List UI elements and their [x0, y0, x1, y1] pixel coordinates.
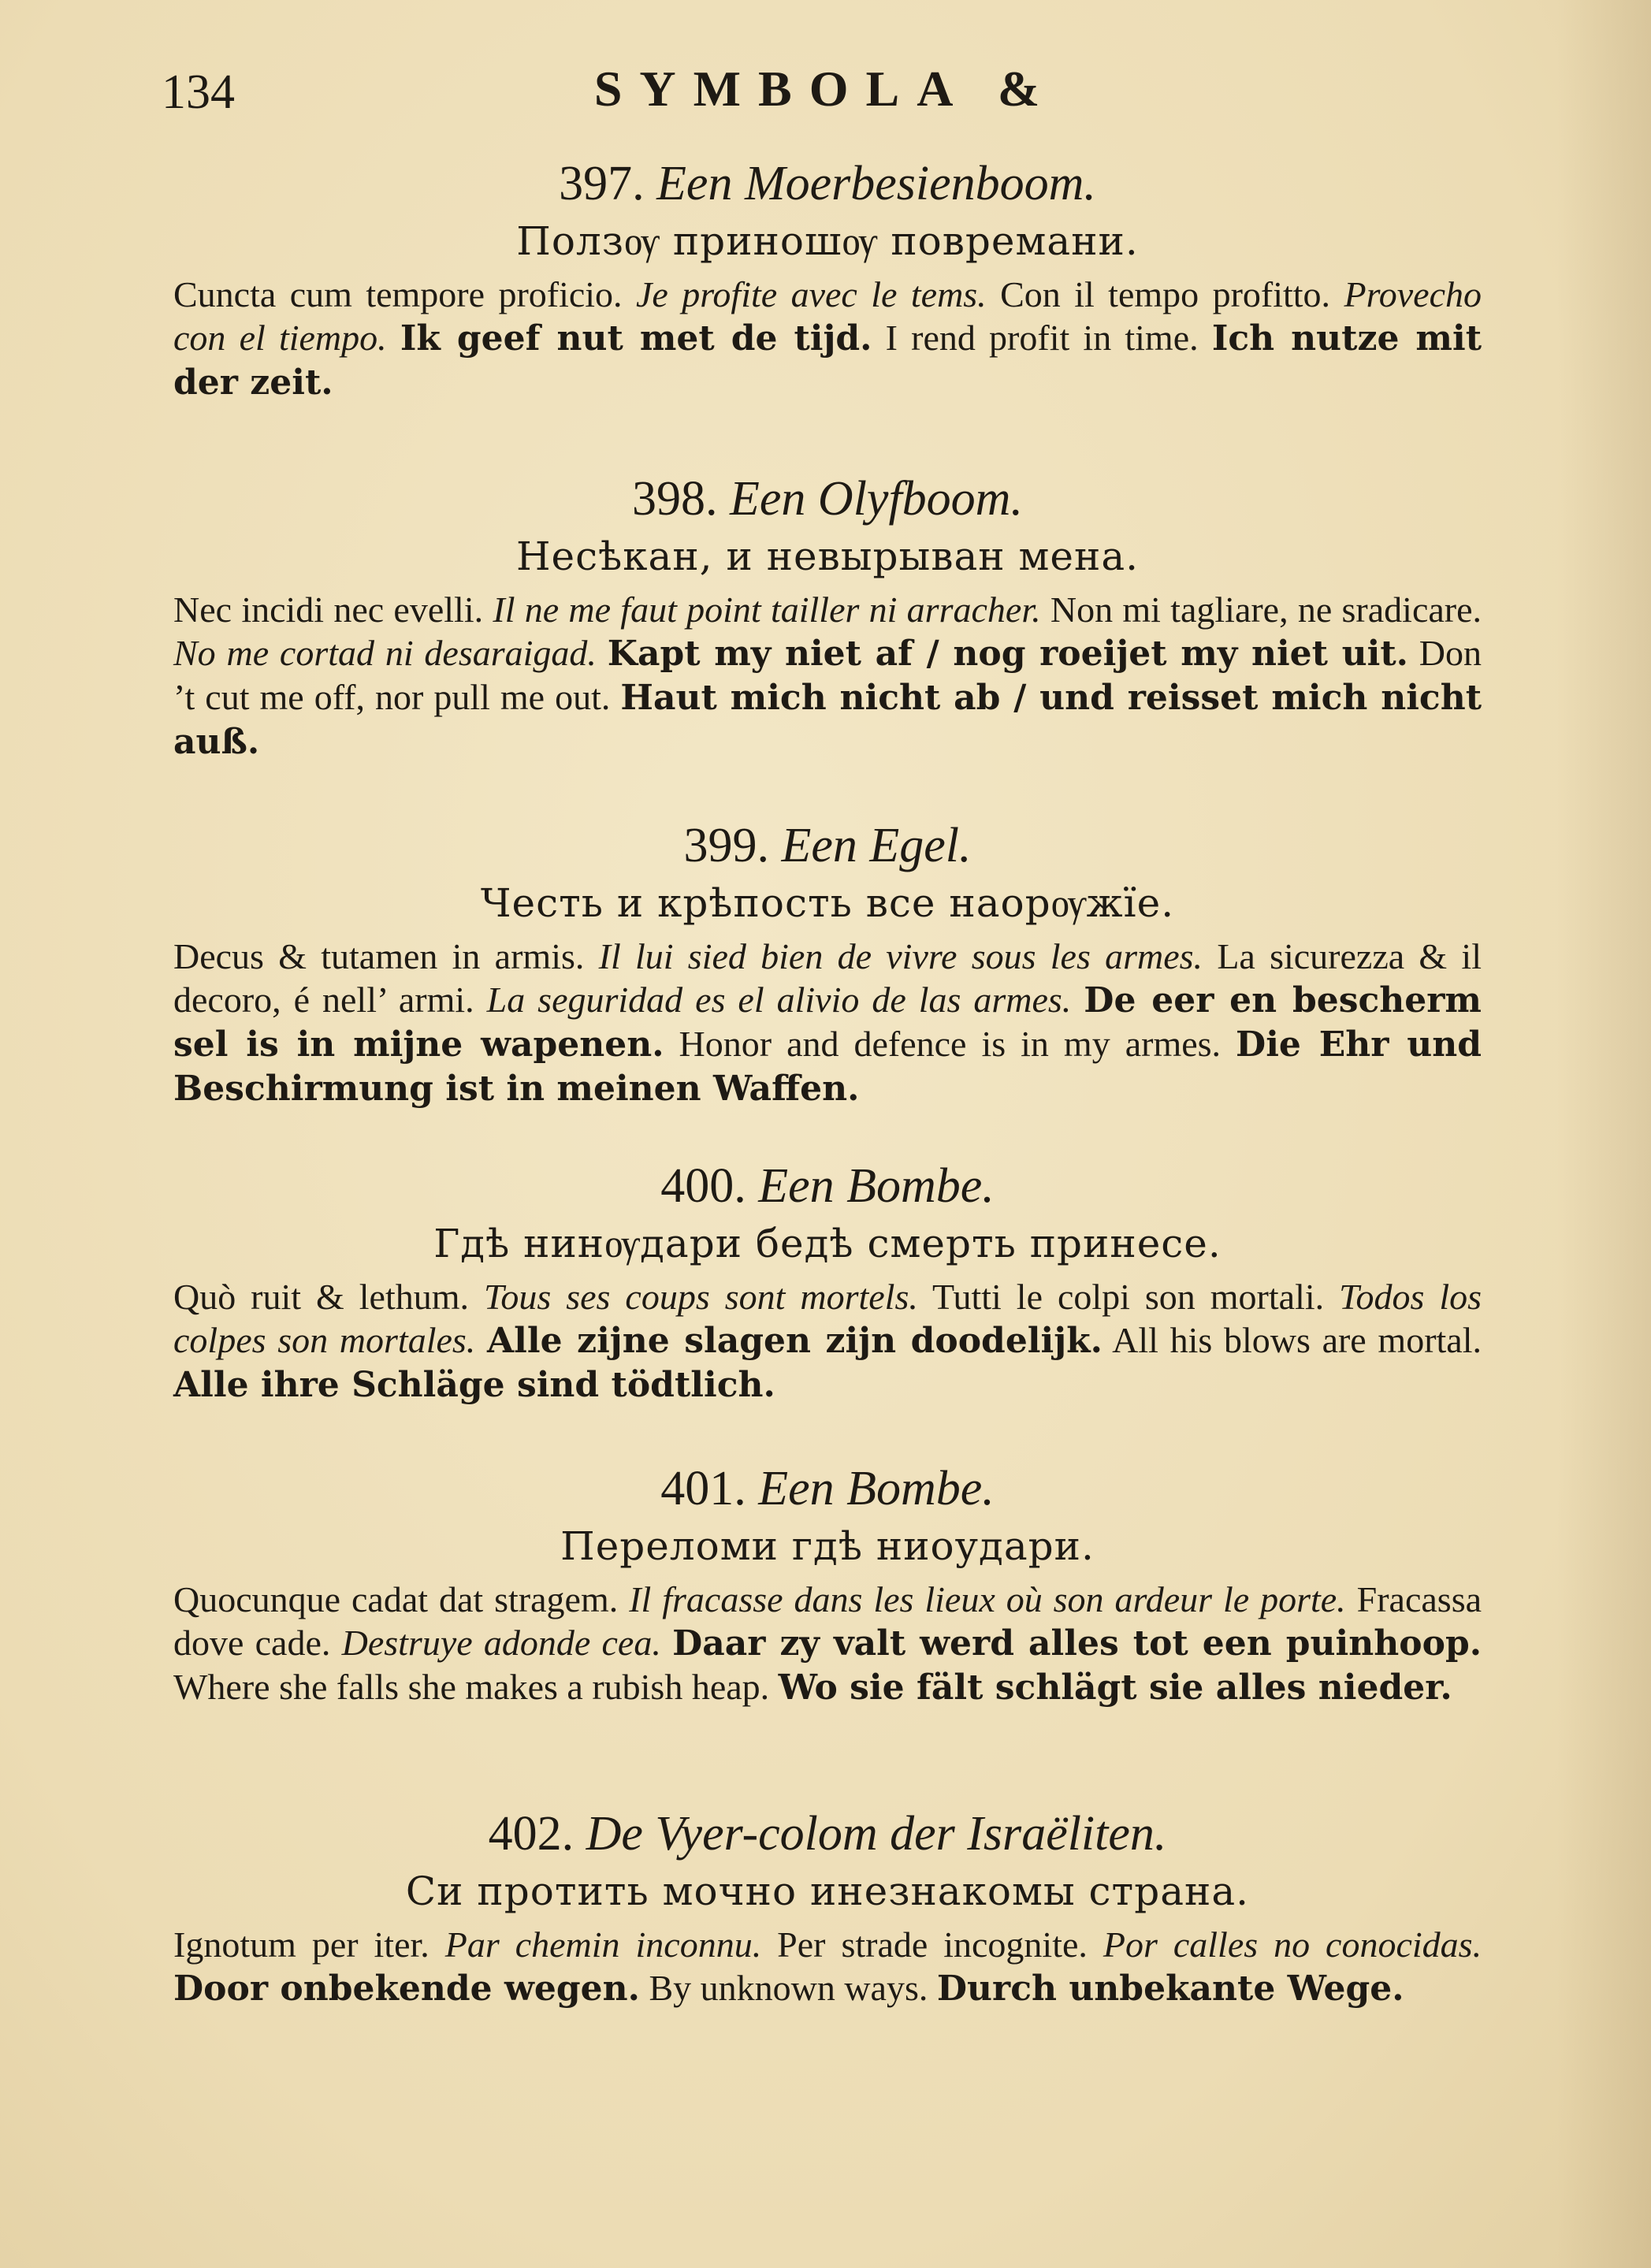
translations [173, 1578, 1482, 1709]
french-motto: Il ne me faut point tailler ni arracher. [493, 589, 1041, 630]
translations [173, 273, 1482, 404]
emblem-entry-399 [173, 816, 1482, 1110]
italian-motto: Non mi tagliare, ne sradicare. [1050, 589, 1482, 630]
latin-motto: Cuncta cum tempore proficio. [173, 274, 623, 314]
german-motto: Durch unbekante Wege. [936, 1969, 1404, 2009]
latin-motto: Quò ruit & lethum. [173, 1277, 470, 1317]
dutch-motto: Kapt my niet af / nog roeijet my niet uit. [607, 634, 1408, 674]
english-motto: Don ’t cut me off, nor pull me out. [173, 633, 1482, 717]
emblem-entry-401 [173, 1459, 1482, 1709]
translations [173, 935, 1482, 1110]
spanish-motto: Provecho con el tiempo. [173, 274, 1482, 358]
german-motto: Wo sie fält schlägt sie alles nieder. [778, 1668, 1452, 1708]
emblem-name: Een Olyfboom. [730, 472, 1023, 526]
german-motto: Ich nutze mit der zeit. [173, 318, 1482, 403]
slavonic-motto: Несѣкан, и невырыван мена. [515, 534, 1140, 579]
emblem-title [173, 154, 1482, 213]
emblem-entry-397 [173, 154, 1482, 404]
dutch-motto: Door onbekende wegen. [173, 1969, 640, 2009]
slavonic-motto: Си протить мочно инезнакомы страна. [405, 1868, 1250, 1914]
english-motto: All his blows are mortal. [1112, 1320, 1482, 1360]
emblem-name: Een Egel. [781, 819, 972, 872]
emblem-number: 398. [632, 472, 718, 526]
german-motto: Haut mich nicht ab / und reisset mich nicht auß. [173, 678, 1482, 762]
emblem-number: 401. [660, 1462, 746, 1515]
english-motto: Where she falls she makes a rubish heap. [173, 1667, 770, 1707]
italian-motto: Fracassa dove cade. [173, 1579, 1482, 1663]
italian-motto: Per strade incognite. [777, 1924, 1088, 1965]
english-motto: I rend profit in time. [885, 318, 1199, 358]
emblem-number: 397. [559, 157, 645, 210]
emblem-title [173, 816, 1482, 875]
spanish-motto: Todos los colpes son mortales. [173, 1277, 1482, 1360]
english-motto: Honor and defence is in my armes. [679, 1024, 1222, 1064]
emblem-number: 400. [660, 1159, 746, 1213]
emblem-title [173, 1805, 1482, 1863]
french-motto: Tous ses coups sont mortels. [484, 1277, 918, 1317]
emblem-number: 402. [488, 1807, 575, 1861]
dutch-motto: De eer en bescherm sel is in mijne wapenen. [173, 980, 1482, 1065]
german-motto: Alle ihre Schläge sind tödtlich. [173, 1365, 775, 1405]
slavonic-motto: Переломи гдѣ ниоудари. [560, 1523, 1095, 1569]
italian-motto: Con il tempo profitto. [1000, 274, 1331, 314]
emblem-entry-400 [173, 1157, 1482, 1407]
emblem-title [173, 1157, 1482, 1215]
latin-motto: Ignotum per iter. [173, 1924, 429, 1965]
spanish-motto: La seguridad es el alivio de las armes. [486, 980, 1072, 1020]
slavonic-motto: Ползѹ приношѹ повремани. [516, 218, 1139, 264]
french-motto: Par chemin inconnu. [444, 1924, 762, 1965]
latin-motto: Nec incidi nec evelli. [173, 589, 484, 630]
emblem-name: De Vyer-colom der Israëliten. [586, 1807, 1167, 1861]
translations [173, 1923, 1482, 2010]
spanish-motto: Por calles no conocidas. [1103, 1924, 1482, 1965]
french-motto: Je profite avec le tems. [635, 274, 987, 314]
slavonic-motto: Честь и крѣпость все наорѹжїе. [480, 880, 1175, 926]
emblem-name: Een Bombe. [758, 1462, 995, 1515]
italian-motto: La sicurezza & il decoro, é nell’ armi. [173, 936, 1482, 1020]
slavonic-motto: Гдѣ нинѹдари бедѣ смерть принесе. [433, 1221, 1222, 1266]
translations [173, 1275, 1482, 1407]
emblem-title [173, 470, 1482, 528]
german-motto: Die Ehr und Beschirmung ist in meinen Waffen. [173, 1024, 1482, 1109]
emblem-entry-398 [173, 470, 1482, 764]
dutch-motto: Daar zy valt werd alles tot een puinhoop. [672, 1623, 1482, 1664]
spanish-motto: No me cortad ni desaraigad. [173, 633, 597, 673]
italian-motto: Tutti le colpi son mortali. [932, 1277, 1325, 1317]
emblem-number: 399. [683, 819, 769, 872]
spanish-motto: Destruye adonde cea. [341, 1623, 661, 1663]
dutch-motto: Alle zijne slagen zijn doodelijk. [487, 1321, 1103, 1361]
running-head: SYMBOLA & [593, 61, 1058, 117]
french-motto: Il fracasse dans les lieux où son ardeur le porte. [629, 1579, 1346, 1619]
emblem-name: Een Bombe. [758, 1159, 995, 1213]
translations [173, 588, 1482, 764]
dutch-motto: Ik geef nut met de tijd. [400, 318, 872, 359]
latin-motto: Decus & tutamen in armis. [173, 936, 585, 976]
emblem-title [173, 1459, 1482, 1518]
latin-motto: Quocunque cadat dat stragem. [173, 1579, 619, 1619]
emblem-name: Een Moerbesienboom. [656, 157, 1096, 210]
french-motto: Il lui sied bien de vivre sous les armes. [598, 936, 1203, 976]
english-motto: By unknown ways. [649, 1968, 928, 2008]
page-number: 134 [162, 65, 235, 119]
emblem-entry-402 [173, 1805, 1482, 2010]
